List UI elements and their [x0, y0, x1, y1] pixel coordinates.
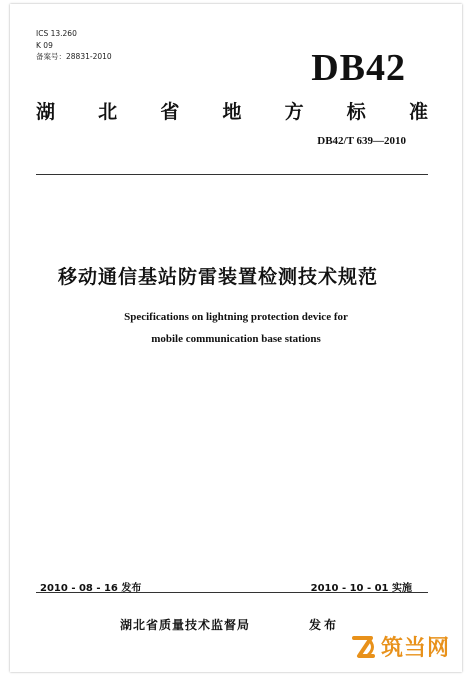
- implementation-date: 2010 - 10 - 01 实施: [310, 583, 412, 594]
- title-english: [10, 306, 462, 350]
- issuing-authority: 湖北省质量技术监督局: [120, 618, 251, 632]
- standard-type-char: 湖: [36, 101, 56, 123]
- issue-date: 2010 - 08 - 16 发布: [40, 583, 142, 594]
- title-english-line1: Specifications on lightning protection device for: [124, 311, 348, 323]
- publish-label: 发布: [309, 618, 340, 632]
- classification-codes: [36, 28, 112, 63]
- watermark: [351, 631, 450, 662]
- title-english-line2: mobile communication base stations: [151, 333, 321, 345]
- standard-type-char: 标: [346, 101, 366, 123]
- top-divider: [36, 174, 428, 175]
- standard-number: DB42/T 639—2010: [317, 135, 406, 147]
- standard-code: DB42: [311, 47, 406, 89]
- standard-type-char: 方: [284, 101, 304, 123]
- standard-type-char: 准: [408, 101, 428, 123]
- standard-type-char: 省: [160, 101, 180, 123]
- standard-type-char: 地: [222, 101, 242, 123]
- title-chinese: 移动通信基站防雷装置检测技术规范: [58, 266, 379, 288]
- filing-number: 备案号：28831-2010: [36, 52, 112, 61]
- bottom-divider: [36, 592, 428, 593]
- zd-logo-icon: [351, 633, 379, 661]
- watermark-text: 筑当网: [380, 636, 450, 661]
- document-page: [10, 4, 462, 672]
- standard-type: [36, 97, 428, 124]
- category-code: K 09: [36, 40, 53, 50]
- standard-type-char: 北: [98, 101, 118, 123]
- ics-code: ICS 13.260: [36, 29, 77, 38]
